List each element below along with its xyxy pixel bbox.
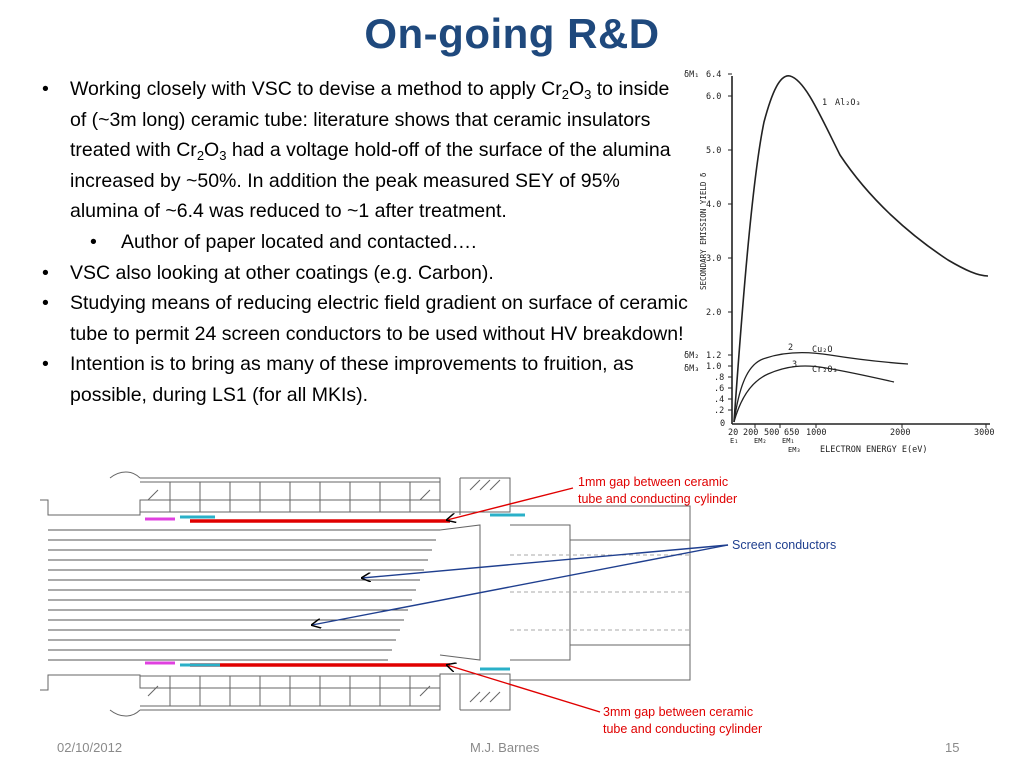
footer-author: M.J. Barnes bbox=[470, 740, 540, 755]
bullet-item: • Intention is to bring as many of these improvements to fruition, as possible, during LS1 (for all MKIs). bbox=[40, 349, 690, 410]
bullet-item: • Studying means of reducing electric field gradient on surface of ceramic tube to permit 24 screen conductors to be used without HV breakdown! bbox=[40, 288, 690, 349]
svg-text:1: 1 bbox=[822, 98, 828, 108]
svg-text:EM₂: EM₂ bbox=[754, 437, 767, 445]
svg-text:Cr₂O₃: Cr₂O₃ bbox=[812, 365, 838, 375]
slide-title: On-going R&D bbox=[364, 10, 660, 57]
svg-text:δM₂: δM₂ bbox=[684, 351, 700, 361]
svg-text:E₁: E₁ bbox=[730, 437, 739, 445]
svg-text:0: 0 bbox=[720, 419, 726, 429]
svg-text:200: 200 bbox=[743, 428, 759, 438]
svg-text:20: 20 bbox=[728, 428, 739, 438]
svg-text:.4: .4 bbox=[714, 395, 725, 405]
svg-text:1.0: 1.0 bbox=[706, 362, 722, 372]
footer-page-number: 15 bbox=[945, 740, 960, 755]
sub-bullet-item: • Author of paper located and contacted…. bbox=[40, 227, 690, 258]
svg-text:650: 650 bbox=[784, 428, 800, 438]
svg-text:Cu₂O: Cu₂O bbox=[812, 345, 833, 355]
svg-text:4.0: 4.0 bbox=[706, 200, 722, 210]
footer-date: 02/10/2012 bbox=[57, 740, 123, 755]
svg-text:6.0: 6.0 bbox=[706, 92, 722, 102]
svg-text:.6: .6 bbox=[714, 384, 725, 394]
svg-text:EM₃: EM₃ bbox=[788, 446, 801, 454]
bullet-item: • VSC also looking at other coatings (e.g. Carbon). bbox=[40, 258, 690, 289]
svg-text:1.2: 1.2 bbox=[706, 351, 722, 361]
svg-text:δM₁: δM₁ bbox=[684, 70, 700, 80]
svg-text:2000: 2000 bbox=[890, 428, 911, 438]
svg-text:3000: 3000 bbox=[974, 428, 995, 438]
svg-text:2.0: 2.0 bbox=[706, 308, 722, 318]
svg-text:ELECTRON ENERGY E(eV): ELECTRON ENERGY E(eV) bbox=[820, 445, 928, 455]
svg-text:SECONDARY EMISSION YIELD δ: SECONDARY EMISSION YIELD δ bbox=[699, 172, 708, 290]
bullet-item: • Working closely with VSC to devise a method to apply $Cr_2O_3$ to inside of (~3m long) ceramic tube: literature shows that ceramic insulators treated with $Cr_2O_3$ had a voltage hold-off of the surface of the alumina increased by ~50%. In addition the peak measured SEY of 95% alumina of ~6.4 was reduced to ~1 after treatment. bbox=[40, 74, 690, 227]
svg-text:3: 3 bbox=[792, 360, 798, 370]
svg-text:Al₂O₃: Al₂O₃ bbox=[835, 98, 861, 108]
svg-text:500: 500 bbox=[764, 428, 780, 438]
gap-1mm-annotation: 1mm gap between ceramic tube and conducting cylinder bbox=[578, 475, 738, 506]
svg-text:2: 2 bbox=[788, 343, 794, 353]
screen-conductors-annotation: Screen conductors bbox=[732, 538, 837, 552]
svg-text:3.0: 3.0 bbox=[706, 254, 722, 264]
svg-text:1000: 1000 bbox=[806, 428, 827, 438]
svg-text:6.4: 6.4 bbox=[706, 70, 722, 80]
svg-text:.2: .2 bbox=[714, 406, 725, 416]
svg-text:5.0: 5.0 bbox=[706, 146, 722, 156]
gap-3mm-annotation: 3mm gap between ceramic tube and conducting cylinder bbox=[603, 705, 763, 736]
svg-text:EM₁: EM₁ bbox=[782, 437, 795, 445]
svg-text:.8: .8 bbox=[714, 373, 725, 383]
svg-text:δM₃: δM₃ bbox=[684, 364, 700, 374]
